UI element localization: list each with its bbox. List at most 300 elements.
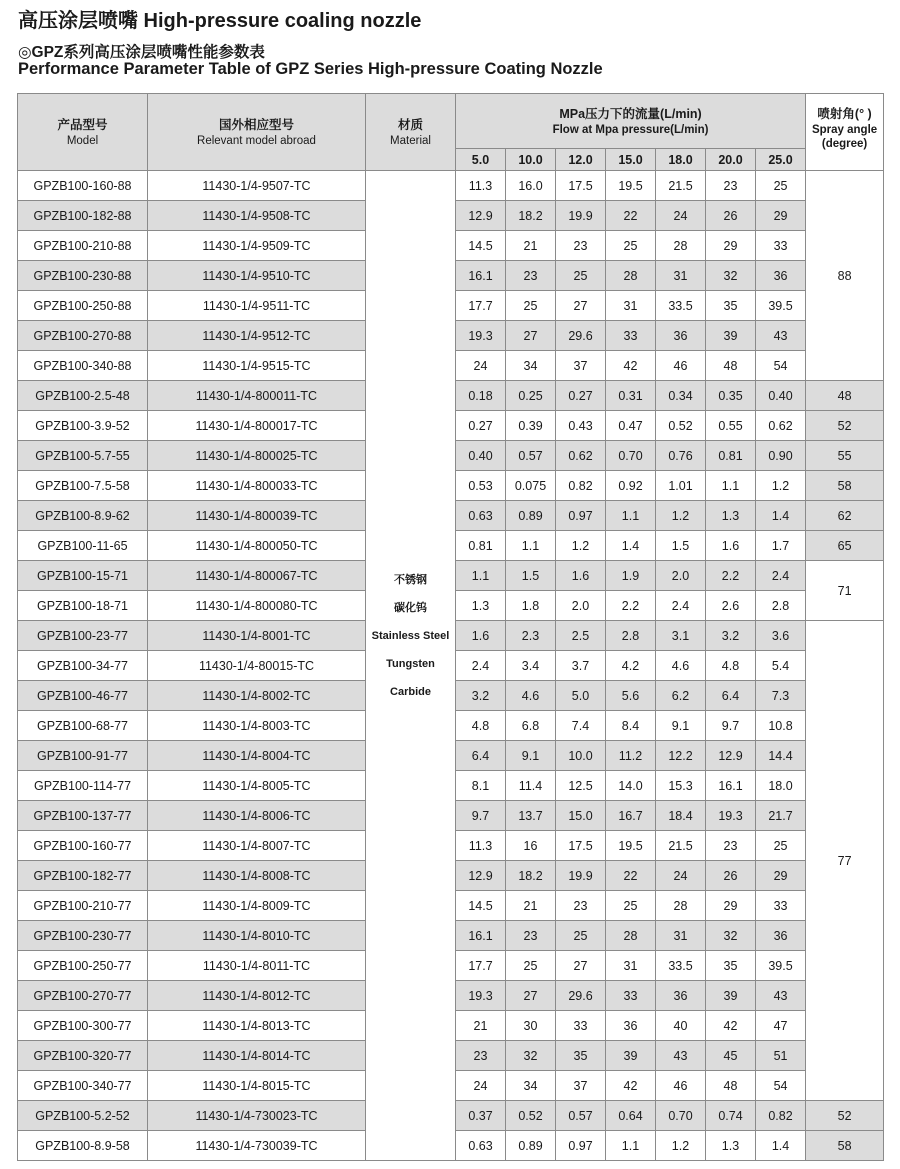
material-header [366, 94, 456, 171]
flow-cell: 5.6 [606, 681, 656, 711]
flow-cell: 2.4 [656, 591, 706, 621]
flow-cell: 18.2 [506, 861, 556, 891]
flow-cell: 39 [606, 1041, 656, 1071]
abroad-model-cell: 11430-1/4-9507-TC [148, 171, 366, 201]
flow-cell: 1.5 [656, 531, 706, 561]
flow-cell: 54 [756, 1071, 806, 1101]
spray-angle-cell: 88 [806, 171, 884, 381]
flow-cell: 0.64 [606, 1101, 656, 1131]
model-cell: GPZB100-23-77 [18, 621, 148, 651]
flow-cell: 33 [606, 321, 656, 351]
abroad-model-cell: 11430-1/4-9515-TC [148, 351, 366, 381]
flow-cell: 14.0 [606, 771, 656, 801]
flow-cell: 4.8 [456, 711, 506, 741]
model-cell: GPZB100-7.5-58 [18, 471, 148, 501]
flow-cell: 0.25 [506, 381, 556, 411]
flow-cell: 31 [656, 921, 706, 951]
flow-cell: 3.2 [456, 681, 506, 711]
flow-cell: 11.3 [456, 171, 506, 201]
pressure-header-cell: 15.0 [606, 149, 656, 171]
abroad-model-cell: 11430-1/4-800033-TC [148, 471, 366, 501]
flow-cell: 19.9 [556, 861, 606, 891]
flow-cell: 2.2 [606, 591, 656, 621]
flow-cell: 32 [706, 261, 756, 291]
model-cell: GPZB100-46-77 [18, 681, 148, 711]
flow-cell: 29.6 [556, 321, 606, 351]
flow-cell: 10.8 [756, 711, 806, 741]
abroad-model-cell: 11430-1/4-8001-TC [148, 621, 366, 651]
flow-cell: 16.1 [706, 771, 756, 801]
flow-cell: 15.3 [656, 771, 706, 801]
flow-header-en: Flow at Mpa pressure(L/min) [552, 123, 709, 136]
flow-cell: 24 [656, 861, 706, 891]
flow-cell: 27 [556, 951, 606, 981]
flow-cell: 1.2 [556, 531, 606, 561]
flow-cell: 31 [606, 291, 656, 321]
flow-cell: 6.2 [656, 681, 706, 711]
flow-cell: 4.8 [706, 651, 756, 681]
model-cell: GPZB100-230-77 [18, 921, 148, 951]
flow-cell: 24 [656, 201, 706, 231]
flow-cell: 10.0 [556, 741, 606, 771]
abroad-model-cell: 11430-1/4-8006-TC [148, 801, 366, 831]
model-cell: GPZB100-8.9-62 [18, 501, 148, 531]
abroad-model-cell: 11430-1/4-800011-TC [148, 381, 366, 411]
abroad-model-cell: 11430-1/4-9509-TC [148, 231, 366, 261]
pressure-header-cell: 18.0 [656, 149, 706, 171]
flow-cell: 0.43 [556, 411, 606, 441]
angle-header-cn: 喷射角(° ) [817, 107, 872, 121]
flow-cell: 0.35 [706, 381, 756, 411]
model-header [18, 94, 148, 171]
flow-cell: 21.5 [656, 831, 706, 861]
flow-cell: 0.34 [656, 381, 706, 411]
flow-cell: 2.8 [606, 621, 656, 651]
flow-cell: 1.2 [656, 501, 706, 531]
spray-angle-cell: 52 [806, 411, 884, 441]
flow-cell: 24 [456, 1071, 506, 1101]
model-cell: GPZB100-11-65 [18, 531, 148, 561]
flow-cell: 39 [706, 321, 756, 351]
flow-cell: 21 [506, 231, 556, 261]
flow-cell: 46 [656, 351, 706, 381]
flow-cell: 0.39 [506, 411, 556, 441]
model-cell: GPZB100-210-88 [18, 231, 148, 261]
flow-cell: 31 [606, 951, 656, 981]
abroad-model-cell: 11430-1/4-8013-TC [148, 1011, 366, 1041]
model-header-en: Model [66, 134, 99, 147]
spray-angle-cell: 62 [806, 501, 884, 531]
spray-angle-cell: 55 [806, 441, 884, 471]
model-cell: GPZB100-320-77 [18, 1041, 148, 1071]
model-cell: GPZB100-114-77 [18, 771, 148, 801]
pressure-header-cell: 12.0 [556, 149, 606, 171]
flow-cell: 1.6 [456, 621, 506, 651]
model-cell: GPZB100-250-77 [18, 951, 148, 981]
flow-cell: 18.2 [506, 201, 556, 231]
flow-cell: 23 [706, 831, 756, 861]
spray-angle-cell: 48 [806, 381, 884, 411]
angle-header-unit: (degree) [821, 138, 868, 150]
abroad-header-en: Relevant model abroad [197, 134, 316, 147]
flow-cell: 0.57 [506, 441, 556, 471]
abroad-model-cell: 11430-1/4-9511-TC [148, 291, 366, 321]
flow-cell: 1.5 [506, 561, 556, 591]
flow-cell: 17.5 [556, 171, 606, 201]
flow-cell: 19.3 [706, 801, 756, 831]
flow-cell: 6.4 [456, 741, 506, 771]
model-cell: GPZB100-34-77 [18, 651, 148, 681]
spray-angle-cell: 65 [806, 531, 884, 561]
material-header-cn: 材质 [397, 117, 423, 132]
abroad-model-header [148, 94, 366, 171]
flow-cell: 1.4 [756, 501, 806, 531]
flow-cell: 12.9 [706, 741, 756, 771]
flow-cell: 37 [556, 351, 606, 381]
flow-cell: 23 [706, 171, 756, 201]
flow-cell: 0.18 [456, 381, 506, 411]
flow-cell: 48 [706, 1071, 756, 1101]
flow-cell: 25 [756, 171, 806, 201]
flow-cell: 1.1 [706, 471, 756, 501]
flow-cell: 1.3 [456, 591, 506, 621]
flow-cell: 24 [456, 351, 506, 381]
abroad-model-cell: 11430-1/4-800017-TC [148, 411, 366, 441]
model-cell: GPZB100-182-77 [18, 861, 148, 891]
flow-cell: 36 [756, 921, 806, 951]
flow-cell: 14.4 [756, 741, 806, 771]
flow-cell: 7.4 [556, 711, 606, 741]
abroad-model-cell: 11430-1/4-8012-TC [148, 981, 366, 1011]
model-cell: GPZB100-270-88 [18, 321, 148, 351]
abroad-header-cn: 国外相应型号 [218, 117, 294, 132]
flow-cell: 33 [756, 891, 806, 921]
table-title-en: Performance Parameter Table of GPZ Series High-pressure Coating Nozzle [18, 60, 603, 78]
spray-angle-header [806, 94, 884, 171]
material-header-en: Material [390, 134, 431, 147]
flow-cell: 35 [706, 951, 756, 981]
flow-cell: 43 [656, 1041, 706, 1071]
model-cell: GPZB100-8.9-58 [18, 1131, 148, 1161]
flow-cell: 28 [606, 261, 656, 291]
flow-cell: 3.1 [656, 621, 706, 651]
abroad-model-cell: 11430-1/4-8015-TC [148, 1071, 366, 1101]
flow-cell: 0.76 [656, 441, 706, 471]
flow-cell: 1.1 [456, 561, 506, 591]
flow-cell: 3.7 [556, 651, 606, 681]
model-cell: GPZB100-340-77 [18, 1071, 148, 1101]
flow-cell: 0.40 [756, 381, 806, 411]
flow-cell: 0.89 [506, 501, 556, 531]
pressure-header-cell: 25.0 [756, 149, 806, 171]
abroad-model-cell: 11430-1/4-9512-TC [148, 321, 366, 351]
flow-cell: 22 [606, 861, 656, 891]
model-cell: GPZB100-230-88 [18, 261, 148, 291]
flow-cell: 3.2 [706, 621, 756, 651]
flow-cell: 27 [556, 291, 606, 321]
flow-cell: 9.1 [506, 741, 556, 771]
spray-angle-cell: 71 [806, 561, 884, 621]
flow-cell: 36 [756, 261, 806, 291]
flow-cell: 34 [506, 1071, 556, 1101]
model-cell: GPZB100-160-88 [18, 171, 148, 201]
flow-cell: 34 [506, 351, 556, 381]
flow-cell: 1.7 [756, 531, 806, 561]
abroad-model-cell: 11430-1/4-8009-TC [148, 891, 366, 921]
model-cell: GPZB100-3.9-52 [18, 411, 148, 441]
flow-cell: 36 [656, 981, 706, 1011]
table-body [18, 171, 884, 1161]
flow-cell: 27 [506, 981, 556, 1011]
flow-cell: 1.4 [756, 1131, 806, 1161]
flow-cell: 33.5 [656, 291, 706, 321]
flow-cell: 1.2 [656, 1131, 706, 1161]
model-cell: GPZB100-5.7-55 [18, 441, 148, 471]
flow-cell: 1.1 [606, 1131, 656, 1161]
flow-cell: 12.9 [456, 861, 506, 891]
abroad-model-cell: 11430-1/4-730023-TC [148, 1101, 366, 1131]
material-cell [366, 171, 456, 1161]
flow-cell: 2.2 [706, 561, 756, 591]
flow-cell: 17.7 [456, 951, 506, 981]
flow-cell: 23 [556, 231, 606, 261]
flow-cell: 11.2 [606, 741, 656, 771]
flow-cell: 0.075 [506, 471, 556, 501]
flow-cell: 1.8 [506, 591, 556, 621]
flow-cell: 12.9 [456, 201, 506, 231]
model-cell: GPZB100-160-77 [18, 831, 148, 861]
flow-cell: 25 [506, 291, 556, 321]
flow-cell: 15.0 [556, 801, 606, 831]
flow-cell: 29 [706, 891, 756, 921]
abroad-model-cell: 11430-1/4-800039-TC [148, 501, 366, 531]
abroad-model-cell: 11430-1/4-8007-TC [148, 831, 366, 861]
flow-cell: 19.3 [456, 981, 506, 1011]
flow-cell: 25 [506, 951, 556, 981]
model-cell: GPZB100-18-71 [18, 591, 148, 621]
model-cell: GPZB100-270-77 [18, 981, 148, 1011]
flow-cell: 28 [656, 891, 706, 921]
model-cell: GPZB100-68-77 [18, 711, 148, 741]
flow-cell: 37 [556, 1071, 606, 1101]
flow-cell: 25 [556, 921, 606, 951]
flow-cell: 2.4 [756, 561, 806, 591]
flow-cell: 32 [506, 1041, 556, 1071]
flow-cell: 43 [756, 321, 806, 351]
flow-cell: 0.81 [456, 531, 506, 561]
flow-cell: 16.1 [456, 261, 506, 291]
flow-cell: 21.7 [756, 801, 806, 831]
model-header-cn: 产品型号 [57, 117, 108, 132]
flow-cell: 21 [456, 1011, 506, 1041]
flow-cell: 2.0 [656, 561, 706, 591]
pressure-header-cell: 20.0 [706, 149, 756, 171]
flow-cell: 43 [756, 981, 806, 1011]
flow-cell: 33 [556, 1011, 606, 1041]
flow-cell: 39.5 [756, 291, 806, 321]
model-cell: GPZB100-182-88 [18, 201, 148, 231]
flow-cell: 45 [706, 1041, 756, 1071]
flow-cell: 19.3 [456, 321, 506, 351]
abroad-model-cell: 11430-1/4-8014-TC [148, 1041, 366, 1071]
material-line: 不锈钢 [394, 573, 427, 586]
abroad-model-cell: 11430-1/4-9508-TC [148, 201, 366, 231]
model-cell: GPZB100-300-77 [18, 1011, 148, 1041]
model-cell: GPZB100-5.2-52 [18, 1101, 148, 1131]
flow-cell: 12.5 [556, 771, 606, 801]
flow-cell: 9.1 [656, 711, 706, 741]
material-line: Tungsten Carbide [386, 657, 435, 698]
flow-cell: 0.40 [456, 441, 506, 471]
flow-cell: 47 [756, 1011, 806, 1041]
model-cell: GPZB100-250-88 [18, 291, 148, 321]
table-row [18, 171, 884, 201]
flow-cell: 1.9 [606, 561, 656, 591]
flow-cell: 33 [756, 231, 806, 261]
flow-cell: 2.0 [556, 591, 606, 621]
abroad-model-cell: 11430-1/4-8011-TC [148, 951, 366, 981]
flow-cell: 2.3 [506, 621, 556, 651]
abroad-model-cell: 11430-1/4-8010-TC [148, 921, 366, 951]
flow-cell: 9.7 [706, 711, 756, 741]
spray-angle-cell: 58 [806, 471, 884, 501]
flow-cell: 13.7 [506, 801, 556, 831]
flow-cell: 14.5 [456, 891, 506, 921]
abroad-model-cell: 11430-1/4-800080-TC [148, 591, 366, 621]
flow-cell: 25 [606, 231, 656, 261]
flow-cell: 2.5 [556, 621, 606, 651]
flow-cell: 5.0 [556, 681, 606, 711]
flow-cell: 39 [706, 981, 756, 1011]
flow-cell: 28 [606, 921, 656, 951]
pressure-header-cell: 5.0 [456, 149, 506, 171]
abroad-model-cell: 11430-1/4-800067-TC [148, 561, 366, 591]
flow-cell: 3.6 [756, 621, 806, 651]
flow-cell: 32 [706, 921, 756, 951]
flow-cell: 0.62 [756, 411, 806, 441]
flow-header [456, 94, 806, 149]
flow-cell: 21 [506, 891, 556, 921]
flow-cell: 0.63 [456, 501, 506, 531]
flow-cell: 4.6 [656, 651, 706, 681]
model-cell: GPZB100-137-77 [18, 801, 148, 831]
flow-cell: 0.70 [606, 441, 656, 471]
flow-cell: 1.2 [756, 471, 806, 501]
flow-cell: 17.7 [456, 291, 506, 321]
flow-cell: 25 [756, 831, 806, 861]
flow-cell: 36 [656, 321, 706, 351]
flow-cell: 1.6 [556, 561, 606, 591]
flow-cell: 0.82 [756, 1101, 806, 1131]
pressure-header-cell: 10.0 [506, 149, 556, 171]
abroad-model-cell: 11430-1/4-8008-TC [148, 861, 366, 891]
spray-angle-cell: 52 [806, 1101, 884, 1131]
flow-cell: 35 [706, 291, 756, 321]
flow-cell: 8.4 [606, 711, 656, 741]
flow-cell: 1.6 [706, 531, 756, 561]
flow-cell: 18.0 [756, 771, 806, 801]
flow-cell: 0.52 [656, 411, 706, 441]
flow-cell: 30 [506, 1011, 556, 1041]
flow-cell: 28 [656, 231, 706, 261]
flow-cell: 2.6 [706, 591, 756, 621]
flow-cell: 11.4 [506, 771, 556, 801]
flow-cell: 0.81 [706, 441, 756, 471]
flow-cell: 27 [506, 321, 556, 351]
flow-cell: 33.5 [656, 951, 706, 981]
flow-cell: 0.47 [606, 411, 656, 441]
table-header [18, 94, 884, 171]
flow-cell: 19.9 [556, 201, 606, 231]
material-line: 碳化钨 [394, 601, 427, 614]
flow-cell: 51 [756, 1041, 806, 1071]
flow-cell: 29 [706, 231, 756, 261]
abroad-model-cell: 11430-1/4-800050-TC [148, 531, 366, 561]
flow-header-cn: MPa压力下的流量(L/min) [559, 106, 702, 121]
flow-cell: 22 [606, 201, 656, 231]
flow-cell: 35 [556, 1041, 606, 1071]
flow-cell: 17.5 [556, 831, 606, 861]
abroad-model-cell: 11430-1/4-8004-TC [148, 741, 366, 771]
abroad-model-cell: 11430-1/4-730039-TC [148, 1131, 366, 1161]
flow-cell: 0.97 [556, 1131, 606, 1161]
flow-cell: 16.7 [606, 801, 656, 831]
flow-cell: 7.3 [756, 681, 806, 711]
flow-cell: 54 [756, 351, 806, 381]
flow-cell: 4.2 [606, 651, 656, 681]
spray-angle-cell: 58 [806, 1131, 884, 1161]
flow-cell: 0.89 [506, 1131, 556, 1161]
flow-cell: 42 [606, 1071, 656, 1101]
flow-cell: 26 [706, 861, 756, 891]
flow-cell: 23 [556, 891, 606, 921]
flow-cell: 12.2 [656, 741, 706, 771]
flow-cell: 29 [756, 201, 806, 231]
abroad-model-cell: 11430-1/4-80015-TC [148, 651, 366, 681]
abroad-model-cell: 11430-1/4-8005-TC [148, 771, 366, 801]
model-cell: GPZB100-15-71 [18, 561, 148, 591]
model-cell: GPZB100-340-88 [18, 351, 148, 381]
performance-table [17, 93, 884, 1161]
flow-cell: 1.4 [606, 531, 656, 561]
flow-cell: 1.01 [656, 471, 706, 501]
flow-cell: 48 [706, 351, 756, 381]
spray-angle-cell: 77 [806, 621, 884, 1101]
flow-cell: 16.0 [506, 171, 556, 201]
flow-cell: 5.4 [756, 651, 806, 681]
flow-cell: 0.90 [756, 441, 806, 471]
flow-cell: 0.37 [456, 1101, 506, 1131]
flow-cell: 0.97 [556, 501, 606, 531]
flow-cell: 23 [506, 261, 556, 291]
flow-cell: 16 [506, 831, 556, 861]
flow-cell: 25 [606, 891, 656, 921]
flow-cell: 36 [606, 1011, 656, 1041]
abroad-model-cell: 11430-1/4-8003-TC [148, 711, 366, 741]
flow-cell: 19.5 [606, 831, 656, 861]
flow-cell: 8.1 [456, 771, 506, 801]
flow-cell: 0.52 [506, 1101, 556, 1131]
flow-cell: 0.70 [656, 1101, 706, 1131]
angle-header-en: Spray angle [811, 124, 878, 136]
flow-cell: 16.1 [456, 921, 506, 951]
flow-cell: 21.5 [656, 171, 706, 201]
flow-cell: 1.3 [706, 1131, 756, 1161]
flow-cell: 18.4 [656, 801, 706, 831]
flow-cell: 23 [456, 1041, 506, 1071]
flow-cell: 42 [706, 1011, 756, 1041]
flow-cell: 0.57 [556, 1101, 606, 1131]
